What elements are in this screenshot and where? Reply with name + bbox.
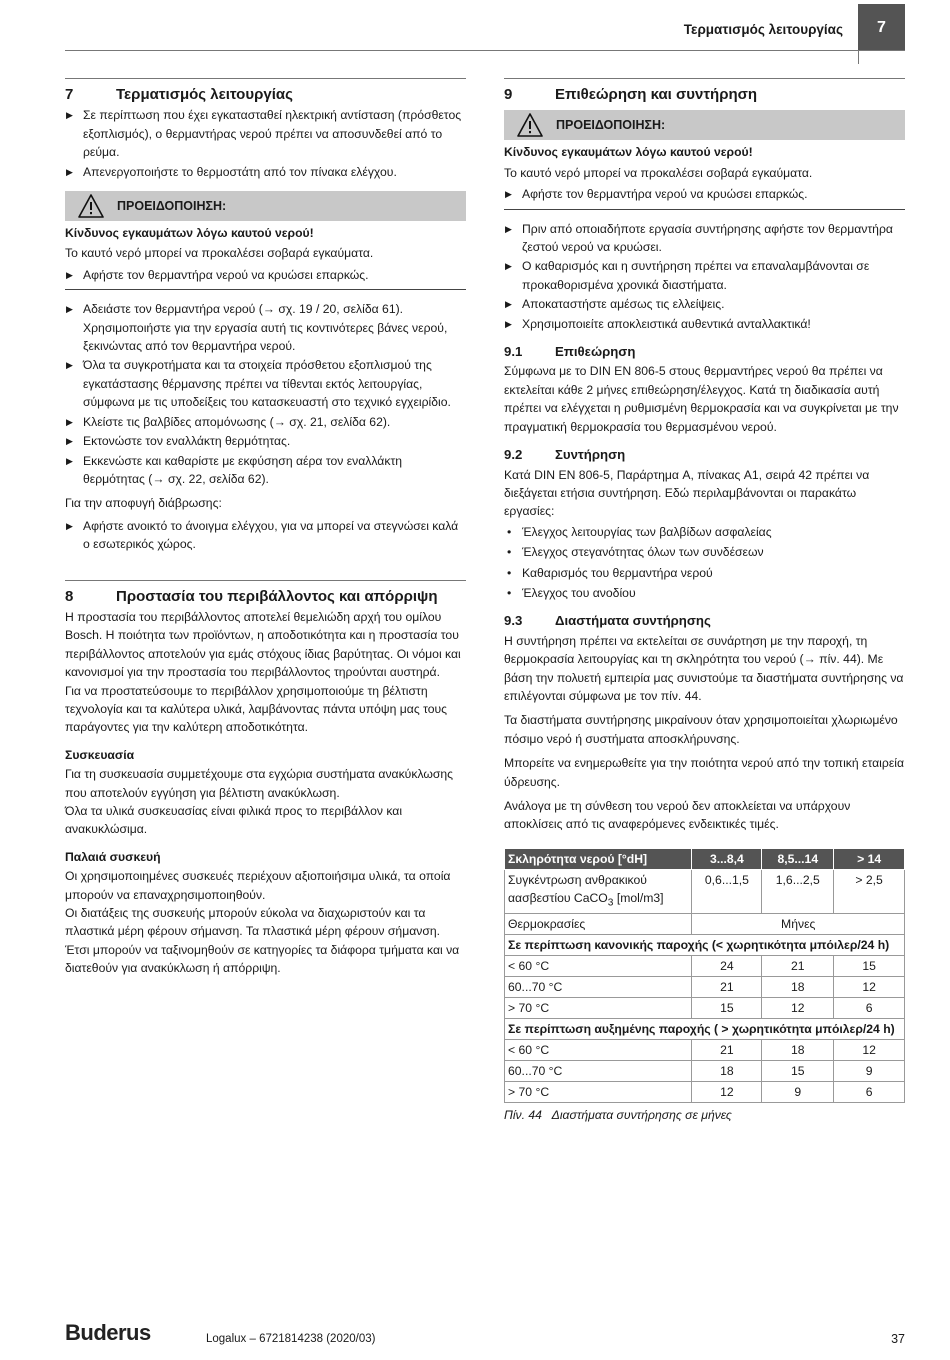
list-item: • Έλεγχος λειτουργίας των βαλβίδων ασφαλείας xyxy=(504,523,905,541)
inspection-paragraph: Σύμφωνα με το DIN EN 806-5 στους θερμαντήρες νερού θα πρέπει να εκτελείται κάθε 2 μήνες επιθεώρηση/έλεγχος. Κατά τη διαδικασία αυτή πρέπει να ελέγχεται η ρυθμισμένη θερμοκρασία και να συγκρίνεται με την πραγματική θερμοκρασία του θερμασμένου νερού. xyxy=(504,364,899,434)
list-item: ▶ Αφήστε τον θερμαντήρα νερού να κρυώσει επαρκώς. xyxy=(65,266,466,284)
table-row xyxy=(505,1082,905,1103)
env-paragraph-2: Για να προστατεύσουμε το περιβάλλον χρησιμοποιούμε τη βέλτιστη τεχνολογία και τα καλύτερα υλικά, λαμβάνοντας πάντα υπόψη μας τους παράγοντες για την καλύτερη αποδοτικότητα. xyxy=(65,683,448,735)
maintenance-tasks xyxy=(504,523,905,603)
table-cell: 12 xyxy=(692,1082,762,1103)
list-item: ▶ Αποκαταστήστε αμέσως τις ελλείψεις. xyxy=(504,295,905,313)
section-title: Επιθεώρηση και συντήρηση xyxy=(555,86,758,103)
table-cell: 9 xyxy=(834,1061,905,1082)
list-item: ▶ Όλα τα συγκροτήματα και τα στοιχεία πρόσθετου εξοπλισμού της εγκατάστασης θέρμανσης πρέπει να τίθενται εκτός λειτουργίας, σύμφωνα με τις υποδείξεις του κατασκευαστή στο τεχνικό εγχειρίδιο. xyxy=(65,356,466,411)
warning-triangle-icon xyxy=(78,194,104,218)
intervals-paragraph-4: Ανάλογα με τη σύνθεση του νερού δεν αποκλείεται να υπάρχουν αποκλίσεις από τις αναφερόμενες ενδεικτικές τιμές. xyxy=(504,799,851,832)
header-rule xyxy=(65,50,905,51)
table-row xyxy=(505,914,905,935)
table-cell: > 70 °C xyxy=(505,1082,692,1103)
table-cell: 21 xyxy=(692,977,762,998)
table-cell: 12 xyxy=(834,1040,905,1061)
caco3-subscript: 3 xyxy=(607,897,614,909)
table-cell: > 70 °C xyxy=(505,998,692,1019)
warning-triangle-icon xyxy=(517,113,543,137)
list-item: ▶ Αδειάστε τον θερμαντήρα νερού (→ σχ. 19 / 20, σελίδα 61). Χρησιμοποιήστε για την εργασία αυτή τις κοντινότερες βάνες νερού, ξεκινώντας από τον θερμαντήρα νερού. xyxy=(65,300,466,355)
table-cell: Μήνες xyxy=(692,914,905,935)
table-cell: 60...70 °C xyxy=(505,1061,692,1082)
maintenance-paragraph: Κατά DIN EN 806-5, Παράρτημα A, πίνακας A1, σειρά 42 πρέπει να διεξάγεται ετήσια συντήρηση. Εδώ περιλαμβάνονται οι παρακάτω εργασίες: xyxy=(504,467,870,519)
table-cell: 18 xyxy=(762,977,834,998)
table-cell: 21 xyxy=(692,1040,762,1061)
old-device-heading: Παλαιά συσκευή xyxy=(65,849,161,864)
table-cell: 60...70 °C xyxy=(505,977,692,998)
packaging-paragraph-2: Όλα τα υλικά συσκευασίας είναι φιλικά προς το περιβάλλον και ανακυκλώσιμα. xyxy=(65,804,403,837)
running-header-title: Τερματισμός λειτουργίας xyxy=(683,22,843,37)
buderus-logo: Buderus xyxy=(65,1320,151,1345)
section-number: 7 xyxy=(65,86,74,103)
section-number: 8 xyxy=(65,587,74,605)
table-cell: 0,6...1,5 xyxy=(692,869,762,913)
warning-text: Το καυτό νερό μπορεί να προκαλέσει σοβαρά εγκαύματα. xyxy=(65,246,374,261)
warning-box xyxy=(65,191,466,290)
caco3-label: Συγκέντρωση ανθρακικού αασβεστίου CaCO xyxy=(508,872,647,905)
table-row xyxy=(505,869,905,913)
document-reference: Logalux – 6721814238 (2020/03) xyxy=(206,1333,376,1345)
table-cell: 15 xyxy=(762,1061,834,1082)
page-number: 37 xyxy=(891,1332,905,1346)
section-title: Προστασία του περιβάλλοντος και απόρριψη xyxy=(116,587,438,605)
list-item: ▶ Εκτονώστε τον εναλλάκτη θερμότητας. xyxy=(65,432,466,450)
right-column xyxy=(504,78,905,1125)
table-cell: > 2,5 xyxy=(834,869,905,913)
section-9-1-heading xyxy=(504,343,905,361)
shutdown-steps-2 xyxy=(65,300,466,488)
section-title: Επιθεώρηση xyxy=(555,344,636,360)
table-cell: 12 xyxy=(762,998,834,1019)
caco3-unit: [mol/m3] xyxy=(613,890,664,905)
section-title: Διαστήματα συντήρησης xyxy=(555,613,711,629)
list-item: ▶ Σε περίπτωση που έχει εγκατασταθεί ηλεκτρική αντίσταση (πρόσθετος εξοπλισμός), ο θερμαντήρας νερού πρέπει να αποσυνδεθεί από το ρεύμα. xyxy=(65,106,466,161)
list-item: ▶ Πριν από οποιαδήποτε εργασία συντήρησης αφήστε τον θερμαντήρα ζεστού νερού να κρυώσει. xyxy=(504,220,905,257)
header-cell: 8,5...14 xyxy=(762,848,834,869)
table-row xyxy=(505,998,905,1019)
old-device-paragraph-2: Οι διατάξεις της συσκευής μπορούν εύκολα να διαχωριστούν και τα πλαστικά μέρη φέρουν σήμανση. Τα πλαστικά μέρη φέρουν σήμανση. Έτσι μπορούν να ταξινομηθούν σε κατηγορίες τα διάφορα τμήματα και να διατεθούν για ανακύκλωση ή απόρριψη. xyxy=(65,906,460,976)
table-cell: 21 xyxy=(762,956,834,977)
packaging-heading: Συσκευασία xyxy=(65,747,135,762)
section-8-heading xyxy=(65,580,466,606)
table-section-row xyxy=(505,935,905,956)
warning-list xyxy=(504,185,905,203)
packaging-paragraph-1: Για τη συσκευασία συμμετέχουμε στα εγχώρια συστήματα ανακύκλωσης που αποτελούν εγγύηση για βέλτιστη ανακύκλωση. xyxy=(65,767,454,800)
chapter-number-tab: 7 xyxy=(858,4,905,51)
section-number: 9.1 xyxy=(504,344,523,360)
intervals-paragraph-1: Η συντήρηση πρέπει να εκτελείται σε συνάρτηση με την παροχή, τη θερμοκρασία λειτουργίας και τη σκληρότητα του νερού (→ πίν. 44). Με βάση την πολυετή εμπειρία μας συνιστούμε τα διαστήματα συντήρησης να επιλέγονται σύμφωνα με τον πίν. 44. xyxy=(504,633,904,703)
shutdown-steps-3 xyxy=(65,517,466,554)
section-title: Τερματισμός λειτουργίας xyxy=(116,86,293,103)
maintenance-steps xyxy=(504,220,905,333)
header-cell: > 14 xyxy=(834,848,905,869)
section-9-heading xyxy=(504,78,905,104)
header-tick xyxy=(858,50,859,64)
warning-title: Κίνδυνος εγκαυμάτων λόγω καυτού νερού! xyxy=(504,145,753,160)
warning-list xyxy=(65,266,466,284)
list-item: • Έλεγχος στεγανότητας όλων των συνδέσεων xyxy=(504,543,905,561)
section-9-2-heading xyxy=(504,446,905,464)
section-9-3-heading xyxy=(504,612,905,630)
table-cell: 18 xyxy=(762,1040,834,1061)
shutdown-steps-1 xyxy=(65,106,466,181)
env-paragraph-1: Η προστασία του περιβάλλοντος αποτελεί θεμελιώδη αρχή του ομίλου Bosch. Η ποιότητα των προϊόντων, η αποδοτικότητα και η προστασία του περιβάλλοντος αποτελούν για εμάς στόχους ίδιας βαρύτητας. Οι νόμοι και κανονισμοί για την προστασία του περιβάλλοντος τηρούνται αυστηρά. xyxy=(65,609,461,680)
intervals-paragraph-3: Μπορείτε να ενημερωθείτε για την ποιότητα νερού από την τοπική εταιρεία ύδρευσης. xyxy=(504,756,905,789)
list-item: ▶ Απενεργοποιήστε το θερμοστάτη από τον πίνακα ελέγχου. xyxy=(65,163,466,181)
section-number: 9.2 xyxy=(504,447,523,463)
table-cell: 6 xyxy=(834,1082,905,1103)
section-cell: Σε περίπτωση αυξημένης παροχής ( > χωρητικότητα μπόιλερ/24 h) xyxy=(505,1019,905,1040)
maintenance-intervals-table xyxy=(504,848,905,1103)
table-cell: 6 xyxy=(834,998,905,1019)
table-cell: Θερμοκρασίες xyxy=(505,914,692,935)
section-cell: Σε περίπτωση κανονικής παροχής (< χωρητικότητα μπόιλερ/24 h) xyxy=(505,935,905,956)
list-item: ▶ Κλείστε τις βαλβίδες απομόνωσης (→ σχ. 21, σελίδα 62). xyxy=(65,413,466,431)
table-row xyxy=(505,1061,905,1082)
table-section-row xyxy=(505,1019,905,1040)
warning-label: ΠΡΟΕΙΔΟΠΟΙΗΣΗ: xyxy=(556,118,666,133)
corrosion-note: Για την αποφυγή διάβρωσης: xyxy=(65,496,222,511)
list-item: ▶ Εκκενώστε και καθαρίστε με εκφύσηση αέρα τον εναλλάκτη θερμότητας (→ σχ. 22, σελίδα 62). xyxy=(65,452,466,489)
header-cell: 3...8,4 xyxy=(692,848,762,869)
table-header-row xyxy=(505,848,905,869)
list-item: ▶ Αφήστε τον θερμαντήρα νερού να κρυώσει επαρκώς. xyxy=(504,185,905,203)
table-row xyxy=(505,977,905,998)
list-item: • Έλεγχος του ανοδίου xyxy=(504,584,905,602)
warning-bar xyxy=(504,110,905,140)
warning-bar xyxy=(65,191,466,221)
table-cell: < 60 °C xyxy=(505,956,692,977)
table-cell: 15 xyxy=(834,956,905,977)
section-7-heading xyxy=(65,78,466,104)
table-cell: < 60 °C xyxy=(505,1040,692,1061)
table-cell: 24 xyxy=(692,956,762,977)
list-item: ▶ Χρησιμοποιείτε αποκλειστικά αυθεντικά ανταλλακτικά! xyxy=(504,315,905,333)
table-row xyxy=(505,956,905,977)
left-column xyxy=(65,78,466,978)
warning-text: Το καυτό νερό μπορεί να προκαλέσει σοβαρά εγκαύματα. xyxy=(504,165,813,180)
old-device-paragraph-1: Οι χρησιμοποιημένες συσκευές περιέχουν αξιοποιήσιμα υλικά, τα οποία μπορούν να επαναχρησιμοποιηθούν. xyxy=(65,869,451,902)
list-item: ▶ Αφήστε ανοικτό το άνοιγμα ελέγχου, για να μπορεί να στεγνώσει καλά ο εσωτερικός χώρος. xyxy=(65,517,466,554)
table-cell: 12 xyxy=(834,977,905,998)
table-cell: 18 xyxy=(692,1061,762,1082)
caco3-label-cell xyxy=(505,869,692,913)
intervals-paragraph-2: Τα διαστήματα συντήρησης μικραίνουν όταν χρησιμοποιείται χλωριωμένο πόσιμο νερό ή συστήματα αποσκλήρυνσης. xyxy=(504,713,898,746)
warning-label: ΠΡΟΕΙΔΟΠΟΙΗΣΗ: xyxy=(117,199,227,214)
header-cell: Σκληρότητα νερού [°dH] xyxy=(505,848,692,869)
warning-box xyxy=(504,110,905,209)
table-cell: 15 xyxy=(692,998,762,1019)
table-row xyxy=(505,1040,905,1061)
list-item: • Καθαρισμός του θερμαντήρα νερού xyxy=(504,564,905,582)
table-cell: 9 xyxy=(762,1082,834,1103)
table-cell: 1,6...2,5 xyxy=(762,869,834,913)
warning-title: Κίνδυνος εγκαυμάτων λόγω καυτού νερού! xyxy=(65,226,314,241)
table-caption: Πίν. 44 Διαστήματα συντήρησης σε μήνες xyxy=(504,1108,732,1123)
section-number: 9.3 xyxy=(504,613,523,629)
section-number: 9 xyxy=(504,86,513,103)
section-title: Συντήρηση xyxy=(555,447,626,463)
list-item: ▶ Ο καθαρισμός και η συντήρηση πρέπει να επαναλαμβάνονται σε προκαθορισμένα χρονικά διαστήματα. xyxy=(504,257,905,294)
